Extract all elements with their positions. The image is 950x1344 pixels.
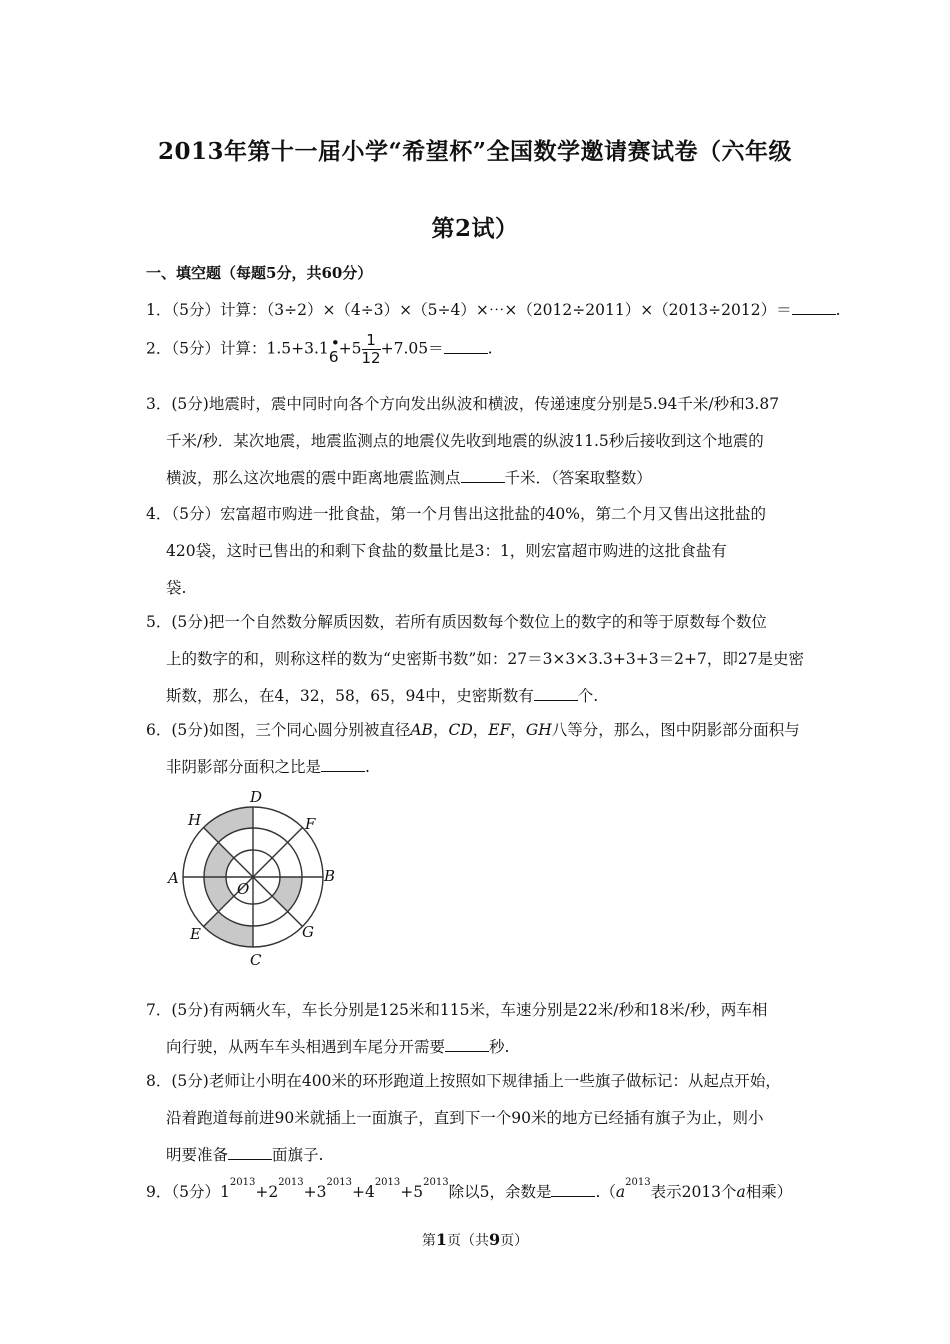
question-number: 9． — [146, 1183, 172, 1201]
label-b: B — [324, 867, 336, 885]
repeating-digit: • 6 — [328, 333, 340, 366]
question-number: 3． — [146, 395, 172, 413]
question-8: 8．(5分)老师让小明在400米的环形跑道上按照如下规律插上一些旗子做标记：从起点开始， — [146, 1072, 781, 1090]
label-d: D — [250, 788, 263, 806]
question-5-line-3: 斯数，那么，在4，32，58，65，94中，史密斯数有 个. — [166, 687, 599, 705]
label-e: E — [190, 925, 201, 943]
answer-blank — [445, 1037, 489, 1052]
answer-blank — [551, 1182, 595, 1197]
question-3: 3．(5分)地震时，震中同时向各个方向发出纵波和横波，传递速度分别是5.94千米/秒和3.87 — [146, 395, 780, 413]
answer-blank — [534, 686, 578, 701]
title-line-1: 2013年第十一届小学“希望杯”全国数学邀请赛试卷（六年级 — [158, 138, 792, 165]
label-c: C — [250, 951, 262, 969]
fraction: $\frac{1}{12}$ — [361, 331, 381, 367]
shaded-sector — [204, 912, 253, 947]
answer-blank — [321, 757, 365, 772]
answer-blank — [228, 1145, 272, 1160]
question-number: 6． — [146, 721, 172, 739]
question-4-line-3: 袋. — [166, 579, 187, 597]
question-3-line-2: 千米/秒．某次地震，地震监测点的地震仪先收到地震的纵波11.5秒后接收到这个地震的 — [166, 432, 764, 450]
question-number: 2． — [146, 339, 172, 358]
label-a: A — [168, 869, 179, 887]
question-6: 6．(5分)如图，三个同心圆分别被直径AB，CD，EF，GH八等分，那么，图中阴影部分面积与 — [146, 721, 800, 739]
question-6-line-2: 非阴影部分面积之比是 . — [166, 758, 370, 776]
title-line-2: 第2试） — [431, 215, 519, 242]
question-5-line-2: 上的数字的和，则称这样的数为“史密斯书数”如：27＝3×3×3.3+3+3＝2+7，即27是史密 — [166, 650, 805, 668]
page-number: 1 — [435, 1230, 447, 1249]
section-heading: 一、填空题（每题5分，共60分） — [146, 264, 373, 282]
label-f: F — [305, 815, 316, 833]
page-footer: 第1页（共9页） — [421, 1230, 529, 1249]
shaded-sector — [204, 807, 253, 842]
question-4-line-2: 420袋，这时已售出的和剩下食盐的数量比是3：1，则宏富超市购进的这批食盐有 — [166, 542, 727, 560]
question-1: 1．（5分）计算：（3÷2）×（4÷3）×（5÷4）×⋯×（2012÷2011）×（2013÷2012）＝ . — [146, 301, 841, 319]
question-7: 7．(5分)有两辆火车，车长分别是125米和115米，车速分别是22米/秒和18米/秒，两车相 — [146, 1001, 768, 1019]
answer-blank — [444, 339, 488, 354]
question-3-line-3: 横波，那么这次地震的震中距离地震监测点 千米．（答案取整数） — [166, 469, 652, 487]
question-number: 1． — [146, 301, 172, 319]
question-5: 5．(5分)把一个自然数分解质因数，若所有质因数每个数位上的数字的和等于原数每个数位 — [146, 613, 767, 631]
label-g: G — [302, 923, 314, 941]
shaded-sector — [272, 877, 302, 912]
question-8-line-3: 明要准备 面旗子. — [166, 1146, 324, 1164]
question-number: 5． — [146, 613, 172, 631]
question-number: 4． — [146, 505, 172, 523]
question-number: 7． — [146, 1001, 172, 1019]
question-number: 8． — [146, 1072, 172, 1090]
question-2: 2．（5分）计算：1.5+3.1 • 6+5 $\frac{1}{12}$ +7.05＝ . — [146, 331, 493, 367]
answer-blank — [792, 300, 836, 315]
question-4: 4．（5分）宏富超市购进一批食盐，第一个月售出这批盐的40%，第二个月又售出这批盐的 — [146, 505, 766, 523]
question-9: 9．（5分）$1^{2013}+2^{2013}+3^{2013}+4^{2013}+5^{2013}$除以5，余数是 $.(a^{2013}$表示2013个a相乘） — [146, 1177, 793, 1201]
total-pages: 9 — [489, 1230, 501, 1249]
question-text: （5分）计算：（3÷2）×（4÷3）×（5÷4）×⋯×（2012÷2011）×（2013÷2012）＝ — [171, 301, 792, 319]
label-h: H — [188, 811, 202, 829]
label-o: O — [237, 880, 250, 898]
question-7-line-2: 向行驶，从两车车头相遇到车尾分开需要 秒. — [166, 1038, 510, 1056]
question-8-line-2: 沿着跑道每前进90米就插上一面旗子，直到下一个90米的地方已经插有旗子为止，则小 — [166, 1109, 764, 1127]
answer-blank — [461, 468, 505, 483]
concentric-circles-figure — [160, 785, 350, 970]
